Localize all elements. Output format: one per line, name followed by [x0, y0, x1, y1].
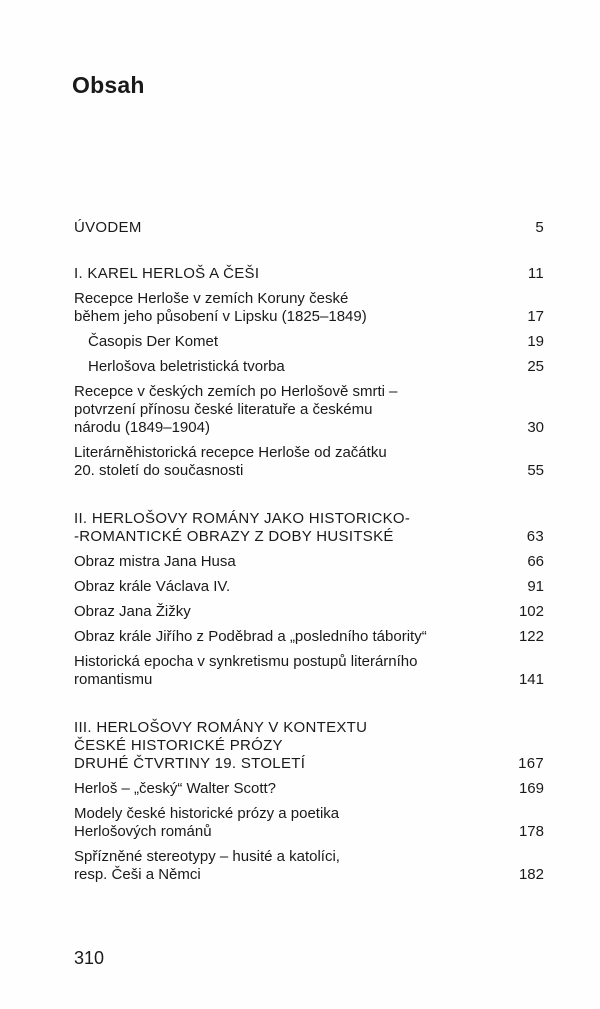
toc-entry-page: 102: [518, 603, 544, 620]
toc-entry-subsection: [74, 333, 544, 351]
toc-entry-page: 5: [535, 219, 544, 236]
toc-entry-title: Obraz krále Jiřího z Poděbrad a „posledního tábority“: [74, 628, 427, 645]
toc-entry-title: Obraz mistra Jana Husa: [74, 553, 236, 570]
toc-entry-title: Herloš – „český“ Walter Scott?: [74, 780, 276, 797]
toc-entry-title: I. KAREL HERLOŠ A ČEŠI: [74, 265, 260, 282]
toc-entry-title: Obraz Jana Žižky: [74, 603, 191, 620]
table-of-contents: [74, 219, 544, 884]
toc-entry-title: Modely české historické prózy a poetika Herlošových románů: [74, 805, 340, 840]
toc-entry-chapter-3: [74, 719, 544, 773]
toc-entry-section: [74, 383, 544, 437]
toc-entry-section: [74, 780, 544, 798]
toc-entry-section: [74, 444, 544, 480]
page-title: Obsah: [72, 72, 145, 98]
toc-entry-title: Spřízněné stereotypy – husité a katolíci, resp. Češi a Němci: [74, 848, 340, 883]
toc-entry-page: 141: [518, 671, 544, 688]
toc-entry-title: Obraz krále Václava IV.: [74, 578, 231, 595]
toc-entry-section: [74, 603, 544, 621]
toc-entry-section: [74, 653, 544, 689]
toc-entry-page: 11: [527, 265, 544, 282]
toc-entry-title: Časopis Der Komet: [88, 333, 219, 350]
toc-entry-title: Recepce v českých zemích po Herlošově smrti – potvrzení přínosu české literatuře a českému národu (1849–1904): [74, 383, 398, 436]
toc-entry-subsection: [74, 358, 544, 376]
toc-entry-chapter-2: [74, 510, 544, 546]
toc-entry-page: 55: [527, 462, 544, 479]
toc-entry-page: 182: [518, 866, 544, 883]
toc-entry-title: II. HERLOŠOVY ROMÁNY JAKO HISTORICKO- -ROMANTICKÉ OBRAZY Z DOBY HUSITSKÉ: [74, 510, 411, 545]
toc-entry-chapter-1: [74, 265, 544, 283]
toc-entry-page: 178: [518, 823, 544, 840]
toc-entry-page: 167: [518, 755, 544, 772]
toc-entry-page: 17: [527, 308, 544, 325]
toc-entry-page: 66: [527, 553, 544, 570]
toc-entry-title: Historická epocha v synkretismu postupů literárního romantismu: [74, 653, 418, 688]
page-number: 310: [74, 948, 105, 968]
toc-entry-page: 169: [518, 780, 544, 797]
toc-entry-page: 25: [527, 358, 544, 375]
toc-entry-page: 19: [527, 333, 544, 350]
toc-entry-title: III. HERLOŠOVY ROMÁNY V KONTEXTU ČESKÉ HISTORICKÉ PRÓZY DRUHÉ ČTVRTINY 19. STOLETÍ: [74, 719, 368, 772]
toc-entry-section: [74, 553, 544, 571]
toc-entry-page: 30: [527, 419, 544, 436]
toc-entry-page: 122: [518, 628, 544, 645]
toc-entry-title: Herlošova beletristická tvorba: [88, 358, 285, 375]
toc-entry-section: [74, 290, 544, 326]
toc-entry-section: [74, 628, 544, 646]
toc-entry-section: [74, 805, 544, 841]
toc-entry-section: [74, 848, 544, 884]
toc-entry-page: 63: [526, 528, 544, 545]
toc-entry-title: Recepce Herloše v zemích Koruny české během jeho působení v Lipsku (1825–1849): [74, 290, 367, 325]
toc-entry-introduction: [74, 219, 544, 237]
toc-entry-title: ÚVODEM: [74, 219, 142, 236]
toc-entry-title: Literárněhistorická recepce Herloše od začátku 20. století do současnosti: [74, 444, 387, 479]
toc-entry-page: 91: [527, 578, 544, 595]
toc-entry-section: [74, 578, 544, 596]
